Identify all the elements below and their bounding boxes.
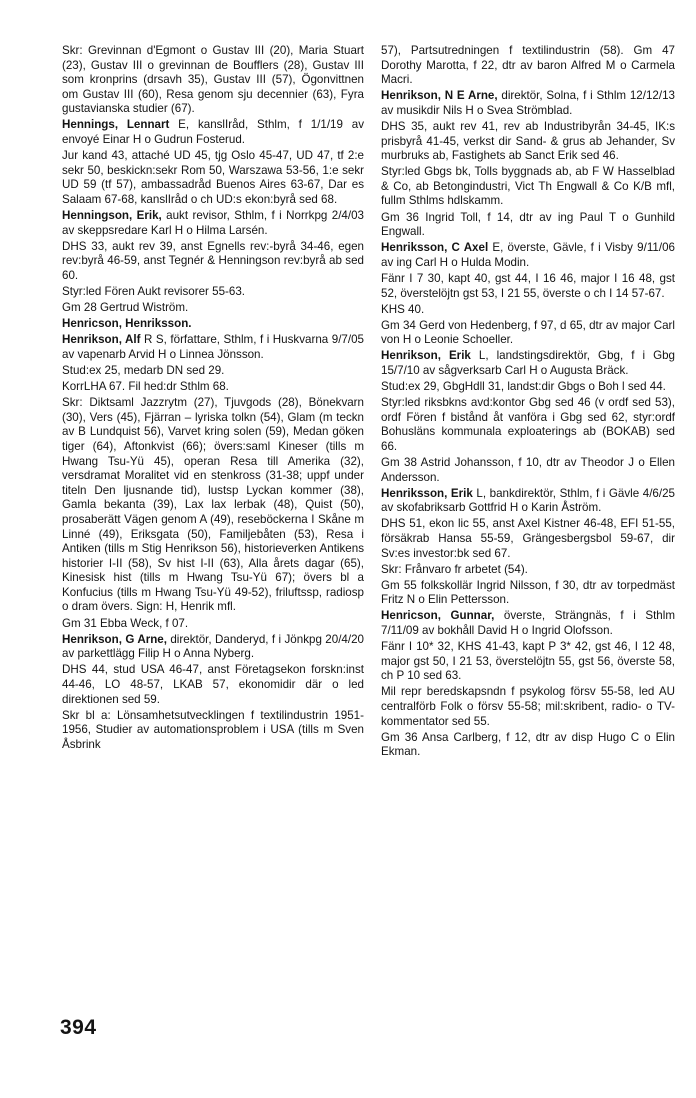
text-paragraph — [381, 211, 675, 240]
text-paragraph — [381, 685, 675, 729]
text-paragraph — [62, 380, 364, 395]
entry-text: Skr: Frånvaro fr arbetet (54). — [381, 562, 528, 576]
entry-text: Gm 38 Astrid Johansson, f 10, dtr av Theodor J o Ellen Andersson. — [381, 456, 675, 484]
entry-paragraph — [62, 209, 364, 238]
right-column — [381, 44, 675, 761]
text-paragraph — [381, 563, 675, 578]
text-paragraph — [62, 285, 364, 300]
text-paragraph — [381, 272, 675, 301]
entry-paragraph — [62, 333, 364, 362]
entry-name: Henrikson, Alf — [62, 333, 141, 347]
entry-text: aukt revisor, Sthlm, f i Norrkpg 2/4/03 av skeppsredare Karl H o Hilma Larsén. — [62, 209, 365, 237]
entry-text: 57), Partsutredningen f textilindustrin (58). Gm 47 Dorothy Marotta, f 22, dtr av baron Alfred M o Carmela Macri. — [381, 44, 675, 87]
text-paragraph — [381, 731, 675, 760]
text-paragraph — [381, 319, 675, 348]
entry-text: KHS 40. — [381, 302, 425, 316]
entry-text: Mil repr beredskapsndn f psykolog försv 55-58, led AU centralförb Folk o försv 55-58; mil:skribent, radio- o TV-kommentator sed 55. — [381, 685, 675, 728]
text-paragraph — [62, 663, 364, 707]
text-paragraph — [62, 617, 364, 632]
left-column — [62, 44, 364, 754]
entry-name: Hennings, Lennart — [62, 118, 170, 132]
entry-name: Henricson, Gunnar, — [381, 609, 495, 623]
text-paragraph — [381, 44, 675, 88]
entry-text: Styr:led Gbgs bk, Tolls byggnads ab, ab F W Hasselblad & Co, ab Betongindustri, Vict Th Engwall & Co K/B mfl, fullm Sthlms hdlskamm. — [381, 165, 675, 208]
entry-text: direktör, Solna, f i Sthlm 12/12/13 av musikdir Nils H o Svea Strömblad. — [381, 89, 675, 117]
entry-text: Skr bl a: Lönsamhetsutvecklingen f textilindustrin 1951-1956, Studier av automationsproblem i USA (tills m Sven Åsbrink — [62, 708, 364, 751]
entry-text: E, kanslIråd, Sthlm, f 1/1/19 av envoyé Einar H o Gudrun Fosterud. — [62, 118, 364, 147]
entry-name: Henriksson, C Axel — [381, 241, 489, 255]
text-paragraph — [62, 396, 364, 615]
text-paragraph — [381, 579, 675, 608]
entry-paragraph — [62, 317, 364, 332]
text-paragraph — [62, 240, 364, 284]
entry-text: R S, författare, Sthlm, f i Huskvarna 9/7/05 av vapenarb Arvid H o Linnea Jönsson. — [62, 333, 364, 361]
entry-text: Gm 55 folkskollär Ingrid Nilsson, f 30, dtr av torpedmäst Fritz N o Elin Pettersson. — [381, 578, 675, 607]
entry-text: Gm 28 Gertrud Wiström. — [62, 301, 189, 315]
entry-name: Henrikson, Erik — [381, 349, 471, 363]
entry-text: E, överste, Gävle, f i Visby 9/11/06 av ing Carl H o Hulda Modin. — [381, 241, 675, 269]
entry-paragraph — [381, 609, 675, 638]
entry-text: L, bankdirektör, Sthlm, f i Gävle 4/6/25 av skofabriksarb Gottfrid H o Karin Åström. — [381, 486, 675, 515]
entry-text: Stud:ex 29, GbgHdll 31, landst:dir Gbgs o Boh l sed 44. — [381, 380, 666, 394]
entry-text: Gm 36 Ingrid Toll, f 14, dtr av ing Paul T o Gunhild Engwall. — [381, 210, 675, 239]
entry-text: Gm 31 Ebba Weck, f 07. — [62, 616, 189, 630]
text-paragraph — [381, 380, 675, 395]
entry-text: Stud:ex 25, medarb DN sed 29. — [62, 363, 225, 377]
entry-name: Henricson, Henriksson. — [62, 317, 192, 331]
text-paragraph — [381, 517, 675, 561]
text-paragraph — [62, 709, 364, 753]
entry-text: direktör, Danderyd, f i Jönkpg 20/4/20 av parkettlägg Filip H o Anna Nyberg. — [62, 632, 364, 661]
entry-paragraph — [381, 349, 675, 378]
entry-paragraph — [381, 89, 675, 118]
text-paragraph — [381, 456, 675, 485]
text-paragraph — [381, 640, 675, 684]
entry-name: Henrikson, G Arne, — [62, 632, 167, 646]
entry-paragraph — [62, 633, 364, 662]
entry-text: L, landstingsdirektör, Gbg, f i Gbg 15/7/10 av sågverksarb Carl H o Augusta Bräck. — [381, 349, 675, 377]
entry-text: Styr:led riksbkns avd:kontor Gbg sed 46 (v ordf sed 53), ordf Fören f bistånd åt vanföra i Gbg sed 62, styr:ordf Bohusläns kommunala exploaterings ab (BOKAB) sed 66. — [381, 396, 675, 453]
entry-name: Henrikson, N E Arne, — [381, 89, 498, 103]
entry-name: Henningson, Erik, — [62, 209, 162, 223]
entry-text: KorrLHA 67. Fil hed:dr Sthlm 68. — [62, 380, 229, 394]
text-paragraph — [62, 149, 364, 207]
entry-paragraph — [381, 241, 675, 270]
entry-text: Styr:led Fören Aukt revisorer 55-63. — [62, 285, 246, 298]
entry-name: Henriksson, Erik — [381, 486, 473, 500]
text-paragraph — [381, 165, 675, 209]
entry-text: överste, Strängnäs, f i Sthlm 7/11/09 av bokhåll David H o Ingrid Olofsson. — [381, 609, 675, 638]
page-number: 394 — [60, 1016, 97, 1039]
text-paragraph — [381, 303, 675, 318]
entry-text: Fänr I 10* 32, KHS 41-43, kapt P 3* 42, gst 46, I 12 48, major gst 50, I 21 53, överstelöjtn 55, gst 56, överste 58, ch P 10 sed 63. — [381, 640, 675, 683]
entry-text: Skr: Grevinnan d'Egmont o Gustav III (20), Maria Stuart (23), Gustav III o grevinnan de Boufflers (28), Gustav III som kronprins (drsavh 35), Gustav III (57), Ögonvittnen om Gustav III (60), Resa genom sju decennier (63), Fyra gustavianska studier (67). — [62, 44, 364, 116]
entry-text: Skr: Diktsaml Jazzrytm (27), Tjuvgods (28), Bönekvarn (30), Vers (45), Fjärran – lyriska tolkn (54), Glam (m teckn av B Lundquist 56), Varvet kring solen (59), Medan göken tiger (64), Aftonkvist (66); övers:saml Kineser (tills m Hwang Tsu-Yü 45), operan Resa till Amerika (32), versdramat Moralitet vid en stenkross (31-38; uppf under titeln Den ljusnande tid), lustsp Lyckan kommer (38), Gamla bekanta (39), Lax lax lerbak (48), Quist (50), prosaberätt Vägen genom A (49), reseböckerna I Skåne m Linné (49), Eriksgata (50), Familjebåten (53), Resa i Antiken (tills m Stig Henrikson 56), historieverken Antikens historier I-II (58), Sv hist I-II (63), Alla årets dagar (65), Kinesisk hist (tills m Hwang Tsu-Yü 67); övers bl a Konfucius (tills m Hwang Tsu-Yü 49-52), friluftssp, radiosp o dram övers. Sign: H, Henrik mfl. — [62, 396, 364, 614]
text-paragraph — [381, 396, 675, 454]
text-paragraph — [62, 301, 364, 316]
entry-text: DHS 33, aukt rev 39, anst Egnells rev:-byrå 34-46, egen rev:byrå 46-59, anst Tegnér & Henningson rev:byrå ab sed 60. — [62, 239, 364, 282]
entry-text: Jur kand 43, attaché UD 45, tjg Oslo 45-47, UD 47, tf 2:e sekr 50, beskickn:sekr Rom 50, Warszawa 53-56, 1:e sekr UD 59 (tf 57), ambassadråd Buenos Aires 63-67, Dar es Salaam 67-68, kanslIråd o ch UD:s ekon:byrå sed 68. — [62, 149, 364, 206]
entry-text: Gm 34 Gerd von Hedenberg, f 97, d 65, dtr av major Carl von H o Leonie Schoeller. — [381, 318, 675, 347]
entry-text: Fänr I 7 30, kapt 40, gst 44, I 16 46, major I 16 48, gst 52, överstelöjtn gst 53, I 21 55, överste o ch I 14 57-67. — [381, 271, 675, 300]
entry-text: Gm 36 Ansa Carlberg, f 12, dtr av disp Hugo C o Elin Ekman. — [381, 730, 675, 759]
entry-text: DHS 35, aukt rev 41, rev ab Industribyrån 34-45, IK:s prisbyrå 41-45, verkst dir Sand- & grus ab Jehander, Sv murbruks ab, Fastighets ab Sanct Erik sed 46. — [381, 119, 675, 163]
entry-paragraph — [381, 487, 675, 516]
entry-text: DHS 44, stud USA 46-47, anst Företagsekon forskn:inst 44-46, LO 48-57, LKAB 57, ekonomidir där o led direktionen sed 59. — [62, 663, 364, 706]
text-paragraph — [62, 364, 364, 379]
text-paragraph — [62, 44, 364, 117]
entry-text: DHS 51, ekon lic 55, anst Axel Kistner 46-48, EFI 51-55, försäkrab Hansa 55-59, Grängesbergsbol 59-67, dir Sv:es investor:bk sed 67. — [381, 517, 675, 560]
entry-paragraph — [62, 118, 364, 147]
text-paragraph — [381, 120, 675, 164]
